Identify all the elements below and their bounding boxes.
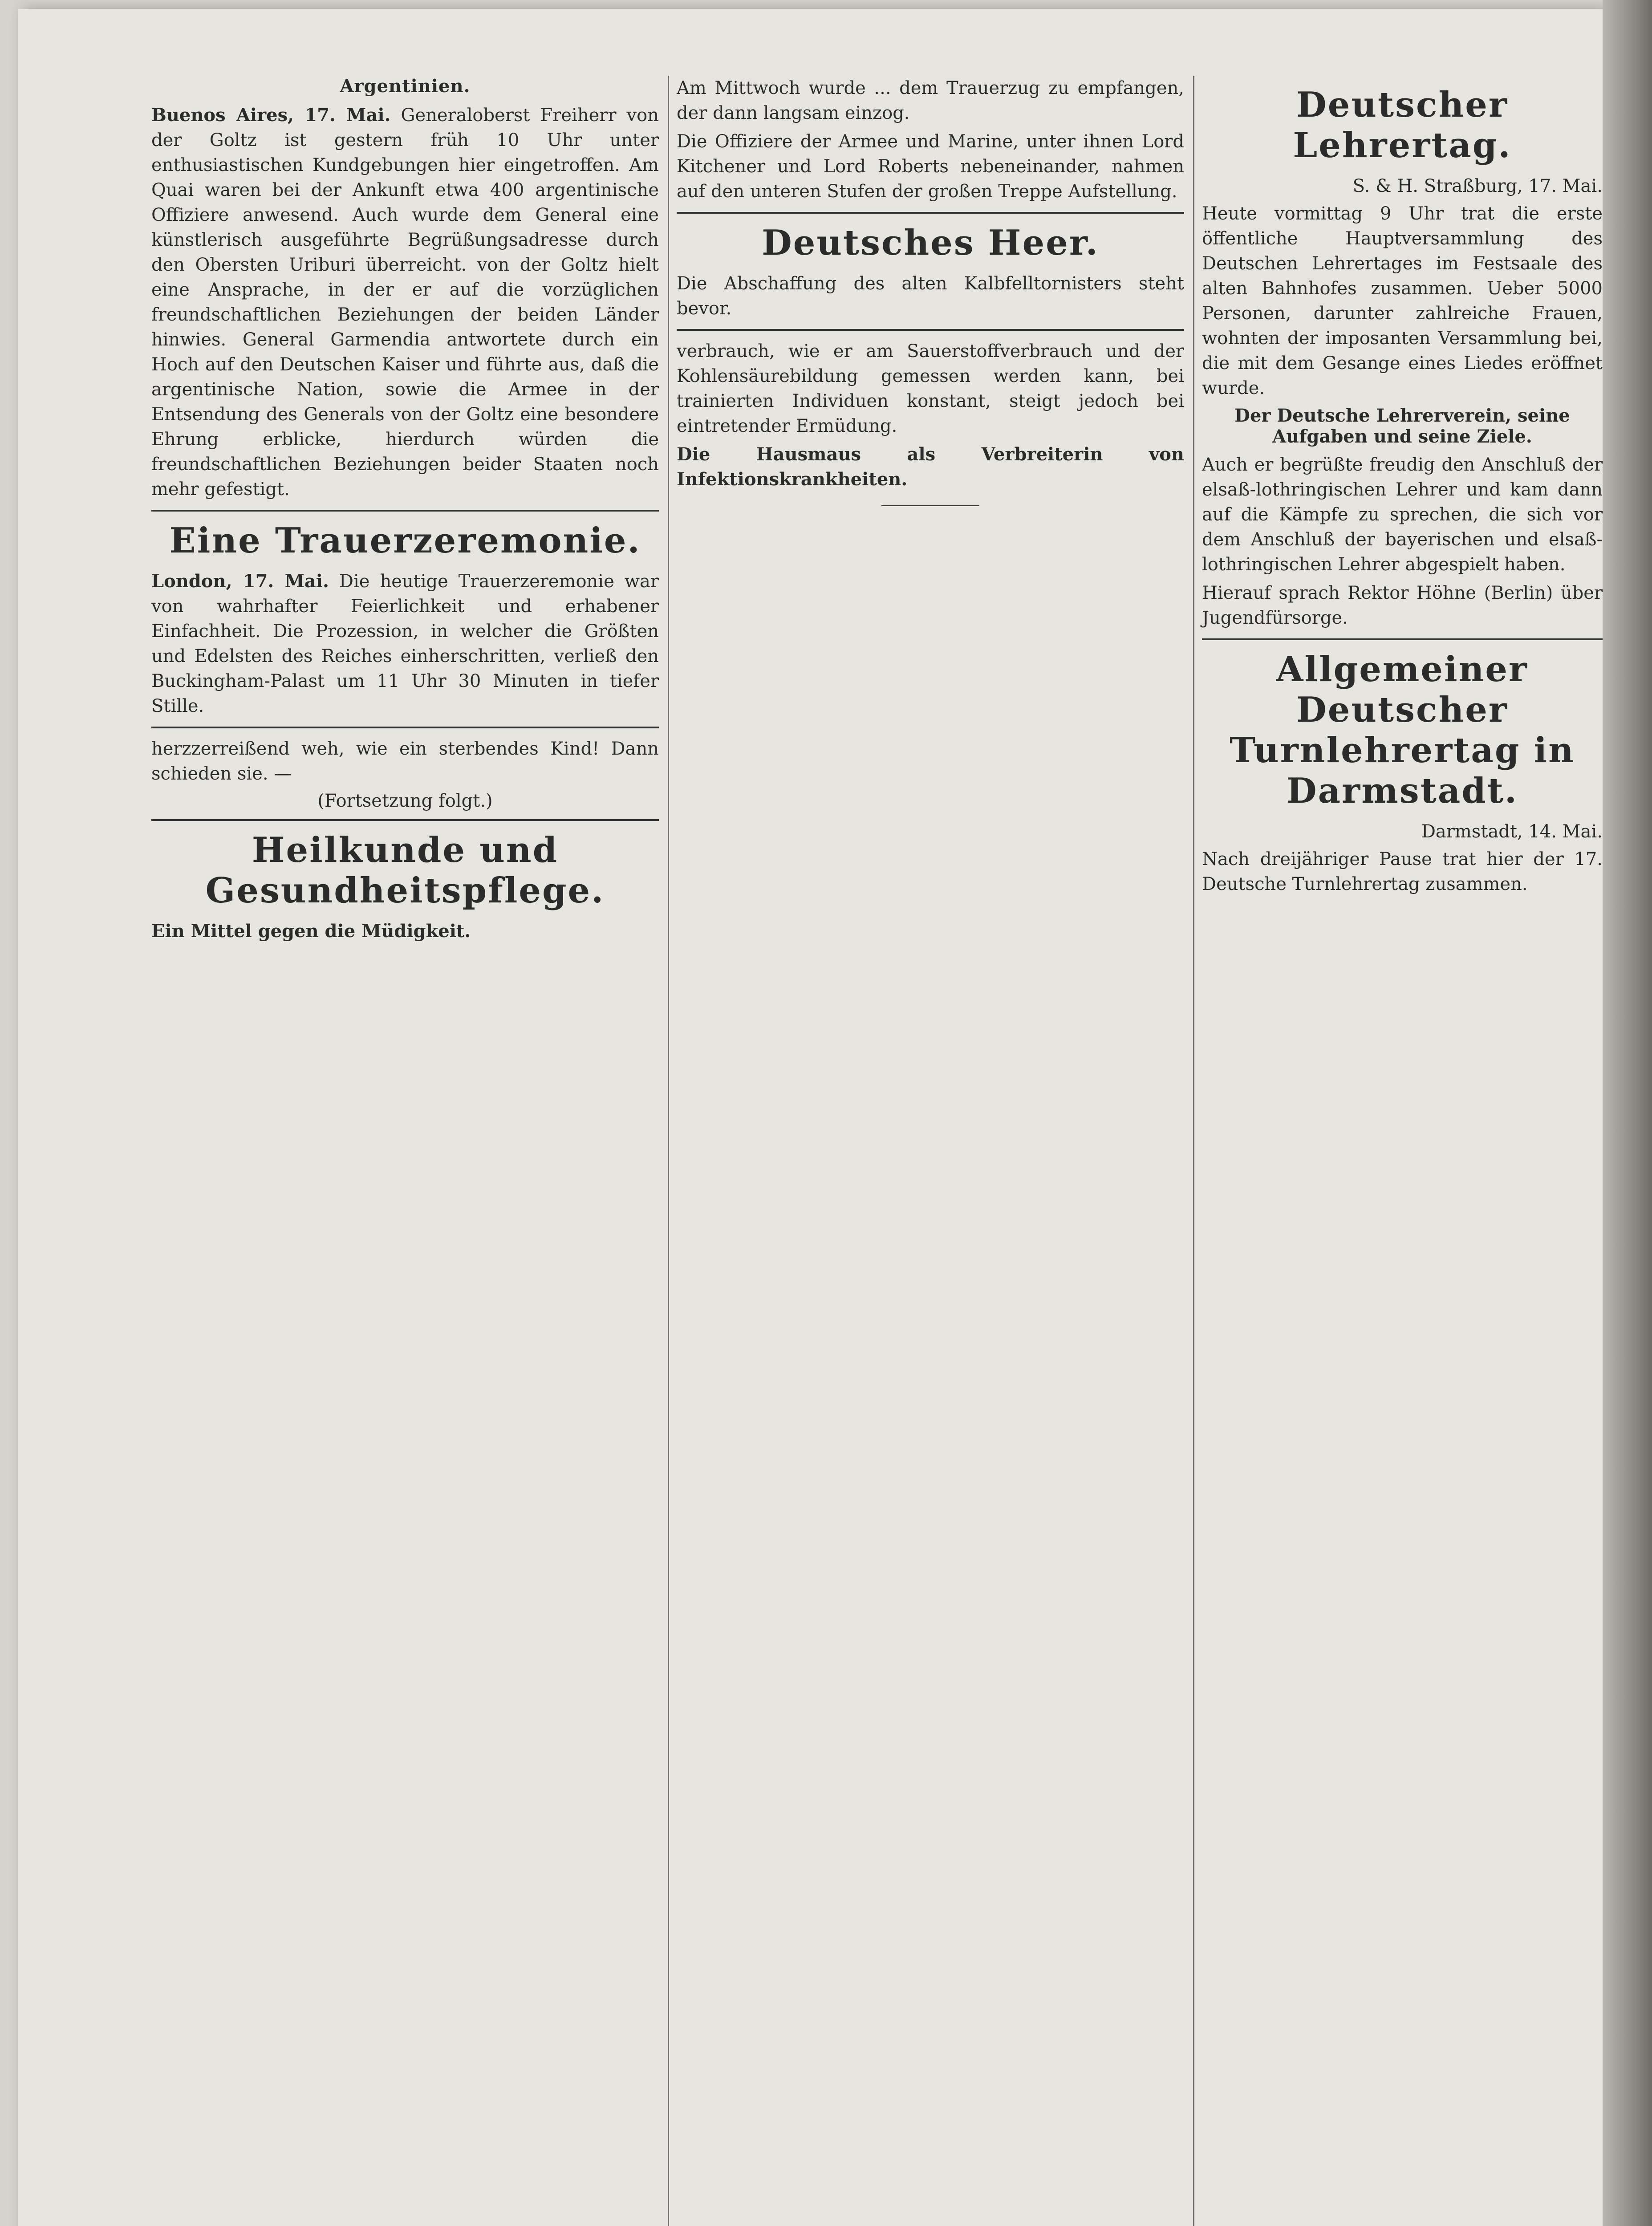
divider xyxy=(151,727,659,728)
article-text: Auch er begrüßte freudig den Anschluß der elsaß-lothringischen Lehrer und kam dann auf die Kämpfe zu sprechen, die sich vor dem Anschluß der bayerischen und elsaß-lothringischen Lehrer abgespielt haben. xyxy=(1202,455,1603,575)
dateline: S. & H. Straßburg, 17. Mai. xyxy=(1352,176,1603,196)
section-heading: Allgemeiner Deutscher Turnlehrertag in Darmstadt. xyxy=(1230,649,1575,811)
dateline: Buenos Aires, 17. Mai. xyxy=(151,105,391,126)
article-subheading: Ein Mittel gegen die Müdigkeit. xyxy=(151,921,471,942)
page-spine xyxy=(1603,0,1652,2226)
article-text: Die heutige Trauerzeremonie war von wahrhafter Feierlichkeit und erhabener Einfachheit. Die Prozession, in welcher die Größten und Edelsten des Reiches einherschritten, verließ den Buckingham-Palast um 11 Uhr 30 Minuten in tiefer Stille. xyxy=(151,571,659,716)
article-text: Die Abschaffung des alten Kalbfelltornisters steht bevor. xyxy=(677,273,1184,319)
article-subheading: Der Deutsche Lehrerverein, seine Aufgaben und seine Ziele. xyxy=(1234,405,1570,447)
column-rule xyxy=(668,76,669,2226)
divider xyxy=(151,819,659,821)
article-body xyxy=(151,569,659,719)
article-text: verbrauch, wie er am Sauerstoffverbrauch und der Kohlensäurebildung gemessen werden kann, bei trainierten Individuen konstant, steigt jedoch bei eintretender Ermüdung. xyxy=(677,341,1184,436)
article-text: Generaloberst Freiherr von der Goltz ist gestern früh 10 Uhr unter enthusiastischen Kundgebungen hier eingetroffen. Am Quai waren bei der Ankunft etwa 400 argentinische Offiziere anwesend. Auch wurde dem General eine künstlerisch ausgeführte Begrüßungsadresse durch den Obersten Uriburi überreicht. von der Goltz hielt eine Ansprache, in der er auf die vorzüglichen freundschaftlichen Beziehungen der beiden Länder hinwies. General Garmendia antwortete durch ein Hoch auf den Deutschen Kaiser und führte aus, daß die argentinische Nation, sowie die Armee in der Entsendung des Generals von der Goltz eine besondere Ehrung erblicke, hierdurch würden die freundschaftlichen Beziehungen beider Staaten noch mehr gefestigt. xyxy=(151,105,659,500)
article-text: Am Mittwoch wurde ... dem Trauerzug zu empfangen, der dann langsam einzog. xyxy=(677,78,1184,123)
divider xyxy=(677,329,1184,331)
column-rule xyxy=(1193,76,1194,2226)
section-heading: Eine Trauerzeremonie. xyxy=(169,520,641,561)
column-3 xyxy=(1202,76,1603,2226)
column-2 xyxy=(677,76,1184,2226)
article-text: Heute vormittag 9 Uhr trat die erste öffentliche Hauptversammlung des Deutschen Lehrertages im Festsaale des alten Bahnhofes zusammen. Ueber 5000 Personen, darunter zahlreiche Frauen, wohnten der imposanten Versammlung bei, die mit dem Gesange eines Liedes eröffnet wurde. xyxy=(1202,203,1603,398)
divider xyxy=(151,510,659,512)
article-text: Die Offiziere der Armee und Marine, unter ihnen Lord Kitchener und Lord Roberts nebeneinander, nahmen auf den unteren Stufen der großen Treppe Aufstellung. xyxy=(677,131,1184,202)
divider xyxy=(1202,638,1603,640)
column-1 xyxy=(151,76,659,2226)
article-text: herzzerreißend weh, wie ein sterbendes Kind! Dann schieden sie. — xyxy=(151,739,659,784)
dateline: Darmstadt, 14. Mai. xyxy=(1421,821,1603,842)
article-body xyxy=(151,103,659,502)
newspaper-page xyxy=(18,9,1603,2226)
divider xyxy=(881,505,979,506)
dateline: London, 17. Mai. xyxy=(151,571,329,592)
article-text: Hierauf sprach Rektor Höhne (Berlin) über Jugendfürsorge. xyxy=(1202,583,1603,628)
divider xyxy=(677,212,1184,214)
article-subheading: Die Hausmaus als Verbreiterin von Infektionskrankheiten. xyxy=(677,444,1184,490)
article-text: Nach dreijähriger Pause trat hier der 17. Deutsche Turnlehrertag zusammen. xyxy=(1202,849,1603,894)
section-heading: Heilkunde und Gesundheitspflege. xyxy=(205,830,605,911)
section-heading: Deutscher Lehrertag. xyxy=(1293,85,1512,166)
continuation-note: (Fortsetzung folgt.) xyxy=(317,791,493,811)
section-heading: Deutsches Heer. xyxy=(762,223,1099,263)
section-heading: Argentinien. xyxy=(340,76,471,97)
